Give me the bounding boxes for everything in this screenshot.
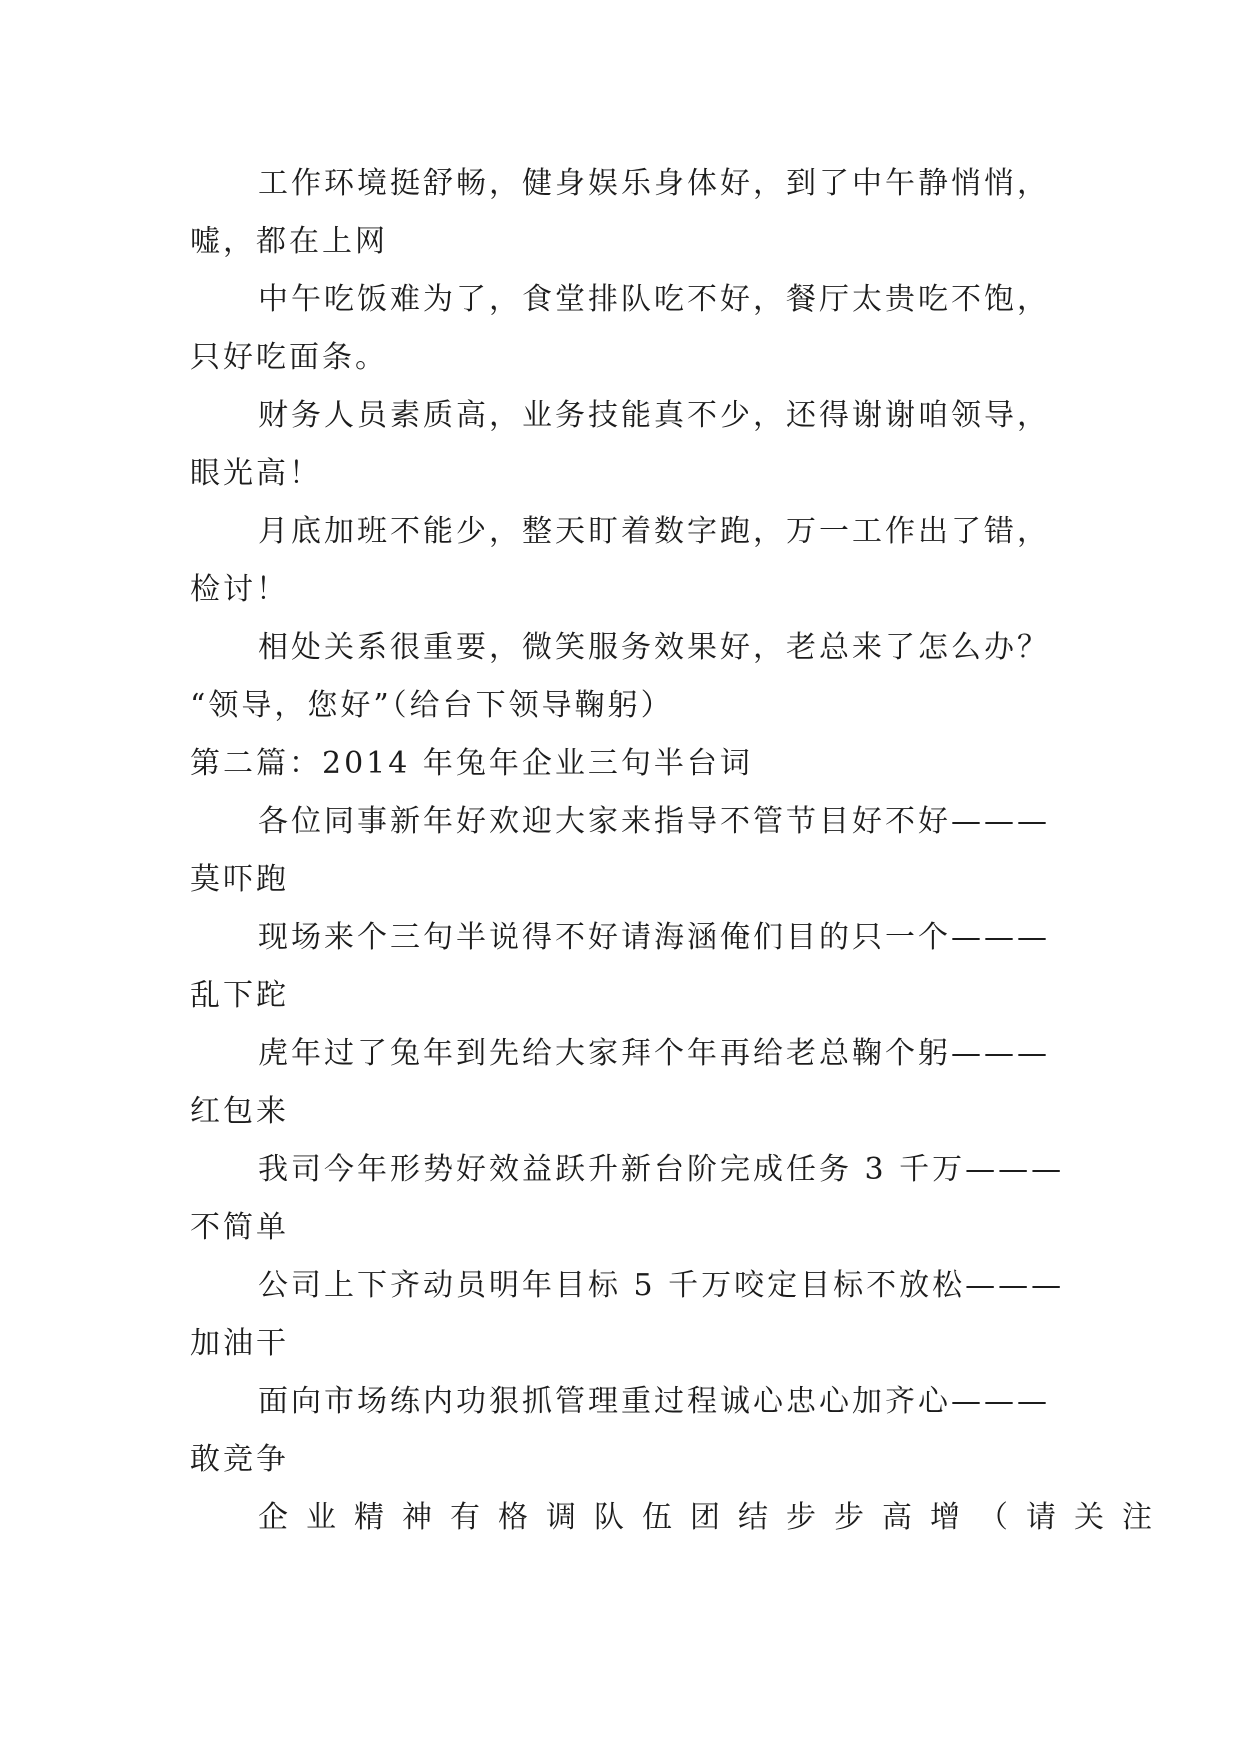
- paragraph-line: 月底加班不能少，整天盯着数字跑，万一工作出了错，: [258, 514, 1050, 549]
- paragraph-3: [190, 387, 1070, 503]
- verse-line: 我司今年形势好效益跃升新台阶完成任务 3 千万———: [258, 1152, 1065, 1187]
- document-body: [190, 155, 1170, 1547]
- paragraph-line: “领导，您好”（给台下领导鞠躬）: [190, 688, 674, 723]
- paragraph-line: 工作环境挺舒畅，健身娱乐身体好，到了中午静悄悄，: [258, 166, 1050, 201]
- verse-line: 红包来: [190, 1094, 289, 1129]
- paragraph-line: 财务人员素质高，业务技能真不少，还得谢谢咱领导，: [258, 398, 1050, 433]
- verse-line: 莫吓跑: [190, 862, 289, 897]
- paragraph-line: 中午吃饭难为了，食堂排队吃不好，餐厅太贵吃不饱，: [258, 282, 1050, 317]
- verse-line: 乱下跎: [190, 978, 289, 1013]
- paragraph-line: 检讨！: [190, 572, 289, 607]
- paragraph-1: [190, 155, 1070, 271]
- verse-1: [190, 793, 1070, 909]
- verse-line: 不简单: [190, 1210, 289, 1245]
- verse-line: 企业精神有格调队伍团结步步高增（请关注: [258, 1500, 1170, 1535]
- verse-line: 加油干: [190, 1326, 289, 1361]
- verse-6: [190, 1373, 1070, 1489]
- verse-line: 公司上下齐动员明年目标 5 千万咬定目标不放松———: [258, 1268, 1065, 1303]
- section-heading: 第二篇：2014 年兔年企业三句半台词: [190, 746, 753, 781]
- verse-5: [190, 1257, 1070, 1373]
- verse-7: [190, 1489, 1170, 1547]
- verse-2: [190, 909, 1070, 1025]
- verse-4: [190, 1141, 1070, 1257]
- verse-line: 现场来个三句半说得不好请海涵俺们目的只一个———: [258, 920, 1050, 955]
- paragraph-5: [190, 619, 1070, 735]
- verse-line: 各位同事新年好欢迎大家来指导不管节目好不好———: [258, 804, 1050, 839]
- verse-line: 敢竞争: [190, 1442, 289, 1477]
- paragraph-4: [190, 503, 1070, 619]
- paragraph-line: 相处关系很重要，微笑服务效果好，老总来了怎么办？: [258, 630, 1050, 665]
- paragraph-line: 眼光高！: [190, 456, 322, 491]
- paragraph-line: 嘘，都在上网: [190, 224, 388, 259]
- verse-3: [190, 1025, 1070, 1141]
- verse-line: 虎年过了兔年到先给大家拜个年再给老总鞠个躬———: [258, 1036, 1050, 1071]
- verse-line: 面向市场练内功狠抓管理重过程诚心忠心加齐心———: [258, 1384, 1050, 1419]
- paragraph-2: [190, 271, 1070, 387]
- paragraph-line: 只好吃面条。: [190, 340, 388, 375]
